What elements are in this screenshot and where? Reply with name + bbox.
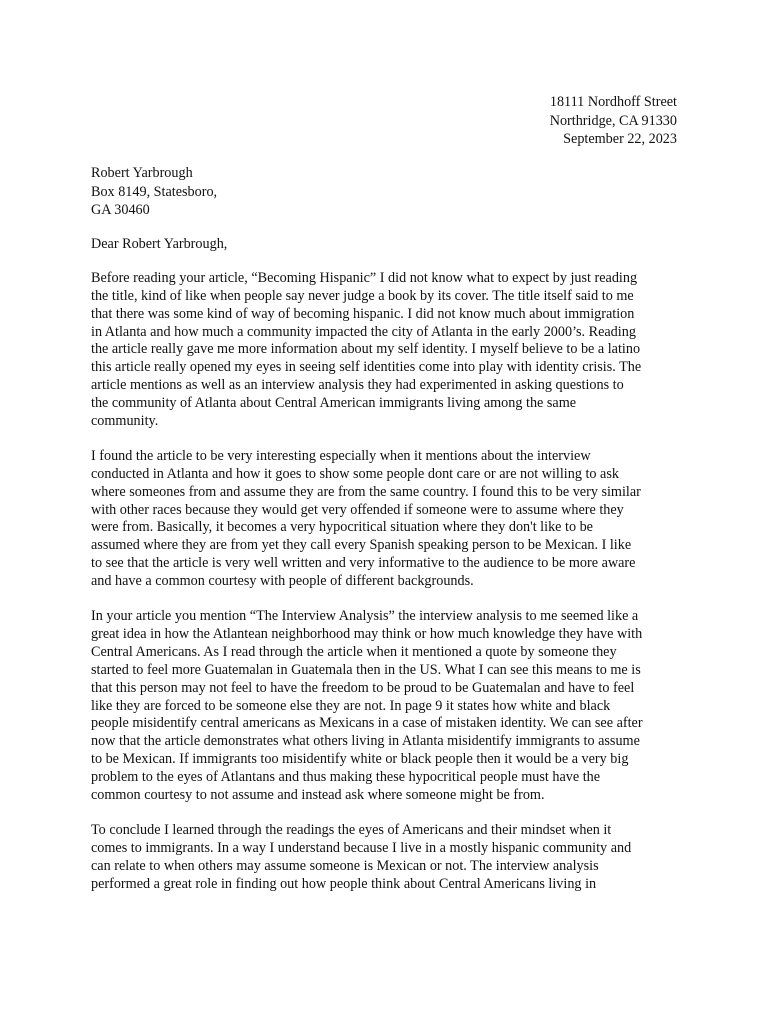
body-paragraph-line: can relate to when others may assume someone is Mexican or not. The interview analysis bbox=[91, 857, 599, 874]
body-paragraph-line: the article really gave me more information about my self identity. I myself believe to be a latino bbox=[91, 341, 641, 358]
body-paragraph-line: and have a common courtesy with people of different backgrounds. bbox=[91, 573, 474, 589]
body-paragraph-line: assumed where they are from yet they call every Spanish speaking person to be Mexican. I like bbox=[91, 537, 632, 554]
body-paragraph-line: common courtesy to not assume and instead ask where someone might be from. bbox=[91, 786, 545, 803]
body-paragraph-line: where someones from and assume they are from the same country. I found this to be very similar bbox=[91, 483, 641, 500]
body-paragraph-line: the title, kind of like when people say never judge a book by its cover. The title itself said to me bbox=[91, 287, 634, 304]
recipient-box: Box 8149, Statesboro, bbox=[91, 183, 218, 200]
body-paragraph-line: performed a great role in finding out how people think about Central Americans living in bbox=[91, 875, 597, 892]
body-paragraph-line: great idea in how the Atlantean neighborhood may think or how much knowledge they have with bbox=[91, 626, 643, 643]
sender-city-state-zip: Northridge, CA 91330 bbox=[549, 112, 677, 129]
body-paragraph-line: I found the article to be very interesting especially when it mentions about the interview bbox=[91, 448, 591, 465]
body-paragraph-line: started to feel more Guatemalan in Guatemala then in the US. What I can see this means to me is bbox=[91, 661, 641, 678]
body-paragraph-line: In your article you mention “The Interview Analysis” the interview analysis to me seemed like a bbox=[91, 608, 639, 625]
body-paragraph-line: now that the article demonstrates what others living in Atlanta misidentify immigrants to assume bbox=[91, 733, 640, 750]
recipient-address bbox=[91, 164, 217, 220]
body-paragraph-line: that there was some kind of way of becoming hispanic. I did not know much about immigration bbox=[91, 305, 635, 322]
body-paragraph-line: were from. Basically, it becomes a very hypocritical situation where they don't like to be bbox=[91, 519, 593, 536]
body-paragraph-line: this article really opened my eyes in seeing self identities come into play with identity crisis. The bbox=[91, 359, 642, 376]
body-paragraph-line: to be Mexican. If immigrants too misidentify white or black people then it would be a very big bbox=[91, 751, 629, 768]
sender-street: 18111 Nordhoff Street bbox=[549, 94, 677, 110]
body-paragraph bbox=[91, 270, 683, 431]
body-paragraph-line: the community of Atlanta about Central American immigrants living among the same bbox=[91, 394, 577, 411]
body-paragraph bbox=[91, 608, 683, 804]
body-paragraph-line: people misidentify central americans as Mexicans in a case of mistaken identity. We can see after bbox=[91, 715, 643, 732]
body-paragraph-line: in Atlanta and how much a community impacted the city of Atlanta in the early 2000’s. Reading bbox=[91, 323, 636, 340]
body-paragraph-line: that this person may not feel to have the freedom to be proud to be Guatemalan and have to feel bbox=[91, 679, 635, 696]
salutation: Dear Robert Yarbrough, bbox=[91, 236, 228, 252]
body-paragraph-line: To conclude I learned through the readings the eyes of Americans and their mindset when it bbox=[91, 822, 612, 839]
body-paragraph-line: article mentions as well as an interview analysis they had experimented in asking questions to bbox=[91, 377, 624, 394]
body-paragraph-line: community. bbox=[91, 412, 159, 429]
body-paragraph-line: problem to the eyes of Atlantans and thus making these hypocritical people must have the bbox=[91, 768, 601, 785]
body-paragraph bbox=[91, 448, 683, 591]
letter-date: September 22, 2023 bbox=[563, 131, 677, 147]
body-paragraph-line: Before reading your article, “Becoming Hispanic” I did not know what to expect by just reading bbox=[91, 270, 638, 286]
body-paragraph-line: conducted in Atlanta and how it goes to show some people dont care or are not willing to ask bbox=[91, 465, 619, 482]
sender-address bbox=[550, 93, 677, 149]
body-paragraph-line: with other races because they would get very offended if someone were to assume where they bbox=[91, 501, 624, 518]
recipient-name: Robert Yarbrough bbox=[91, 165, 193, 181]
body-paragraph-line: to see that the article is very well written and very informative to the audience to be more aware bbox=[91, 555, 636, 572]
body-paragraph-line: Central Americans. As I read through the article when it mentioned a quote by someone they bbox=[91, 644, 617, 661]
body-paragraph bbox=[91, 822, 683, 893]
body-paragraph-line: like they are forced to be someone else they are not. In page 9 it states how white and black bbox=[91, 697, 611, 714]
recipient-state-zip: GA 30460 bbox=[91, 202, 150, 218]
letter-body bbox=[91, 270, 683, 911]
body-paragraph-line: comes to immigrants. In a way I understand because I live in a mostly hispanic community and bbox=[91, 839, 632, 856]
